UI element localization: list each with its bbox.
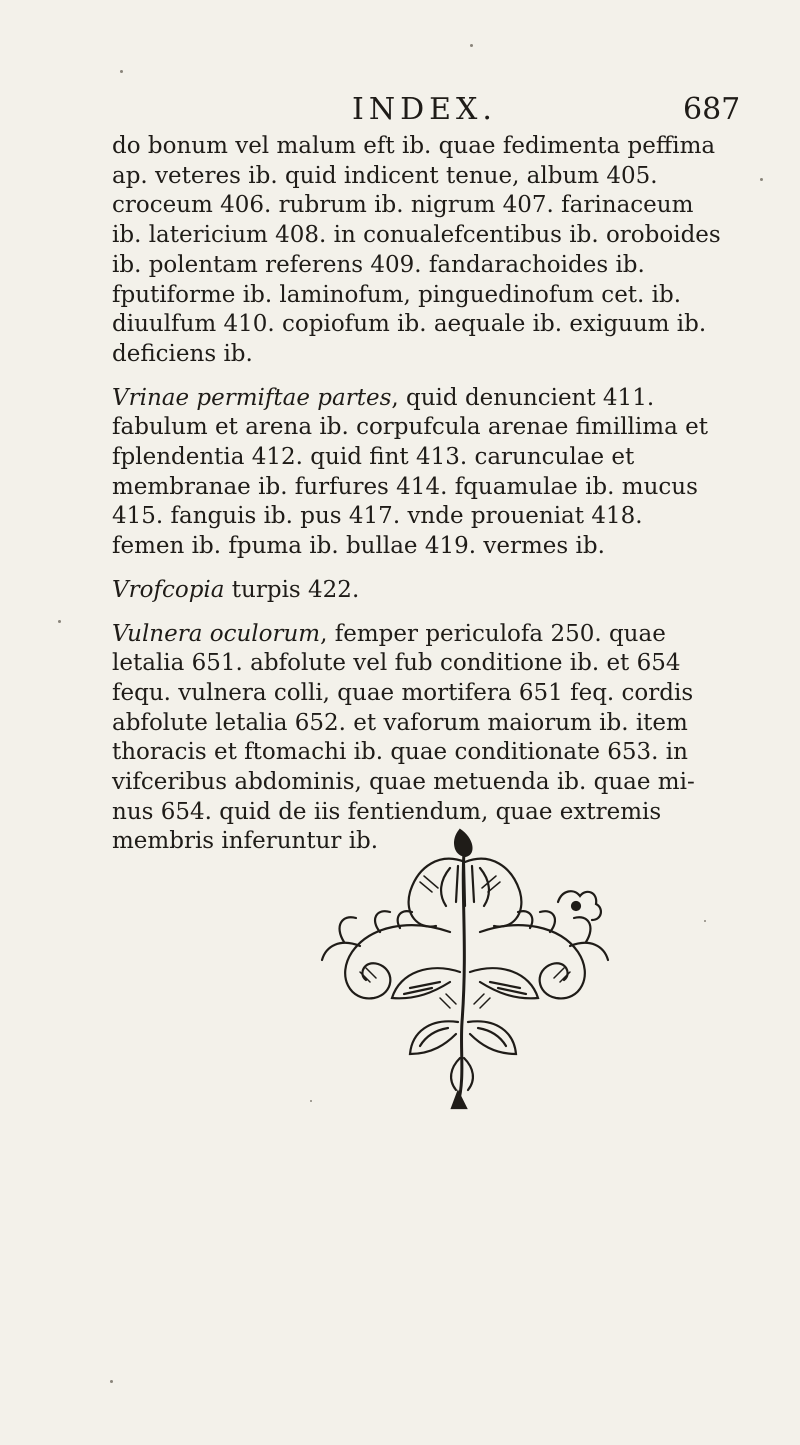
paper-speck [760,178,763,181]
paper-speck [704,920,706,922]
entry-text: do bonum vel malum eft ib. quae fedimenta peffima ap. veteres ib. quid indicent tenue, album 405. croceum 406. rubrum ib. nigrum 407. farinaceum ib. latericium 408. in conualefcentibus ib. oroboides ib. polentam referens 409. fandarachoides ib. fputiforme ib. laminofum, pinguedinofum cet. ib. diuulfum 410. copiofum ib. aequale ib. exiguum ib. deficiens ib. [112,133,721,367]
entry-term: Vulnera oculorum [112,620,321,647]
paper-speck [58,620,61,623]
index-entry [112,384,722,562]
paper-speck [120,70,123,73]
acanthus-vignette-ornament [300,822,640,1112]
paper-speck [110,1380,113,1383]
paper-speck [470,44,473,47]
index-entry [112,576,722,606]
entry-text: , quid denuncient 411. fabulum et arena ib. corpufcula arenae fimillima et fplendentia 412. quid fint 413. carunculae et membranae ib. furfures 414. fquamulae ib. mucus 415. fanguis ib. pus 417. vnde proueniat 418. femen ib. fpuma ib. bullae 419. vermes ib. [112,384,708,560]
page-number: 687 [683,92,741,127]
index-entries [112,132,722,871]
paper-speck [310,1100,312,1102]
entry-term: Vrofcopia [112,576,225,603]
running-header [0,92,800,136]
index-entry [112,132,722,370]
entry-term: Vrinae permiftae partes [112,384,392,411]
entry-text: , femper periculofa 250. quae letalia 651. abfolute vel fub conditione ib. et 654 fequ. vulnera colli, quae mortifera 651 feq. cordis abfolute letalia 652. et vaforum maiorum ib. item thoracis et ftomachi ib. quae conditionate 653. in vifceribus abdominis, quae metuenda ib. quae minus 654. quid de iis fentiendum, quae extremis membris inferuntur ib. [112,620,695,855]
page-title: INDEX. [352,92,497,127]
entry-text: turpis 422. [224,576,360,603]
